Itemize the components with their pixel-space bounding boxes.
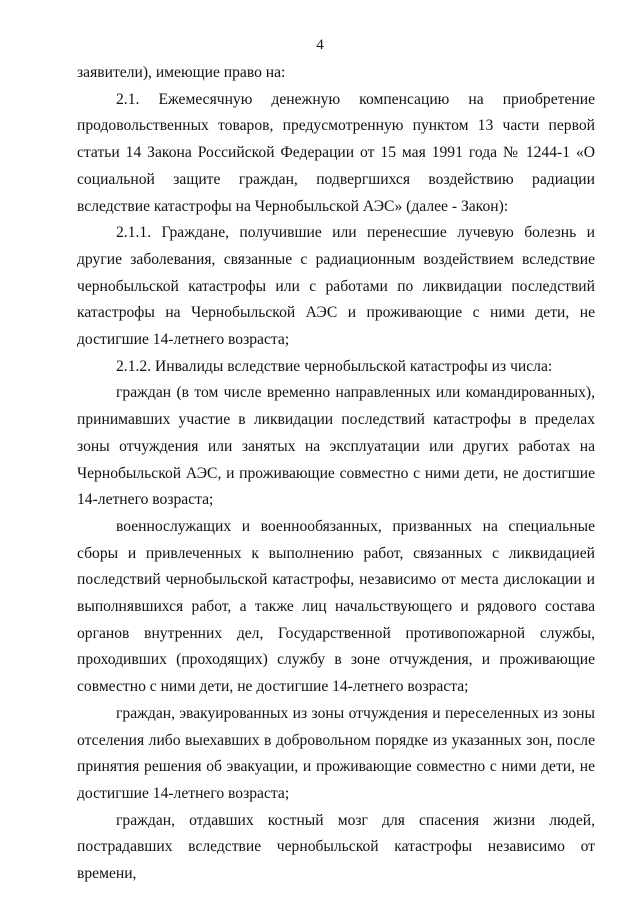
paragraph-bone-marrow-donors: граждан, отдавших костный мозг для спасения жизни людей, пострадавших вследствие чернобыльской катастрофы независимо от времени, bbox=[77, 811, 595, 883]
paragraph-2-1-food-compensation: 2.1. Ежемесячную денежную компенсацию на приобретение продовольственных товаров, предусмотренную пунктом 13 части первой статьи 14 Закона Российской Федерации от 15 мая 1991 года № 1244-1 «О социальной защите граждан, подвергшихся воздействию радиации вследствие катастрофы на Чернобыльской АЭС» (далее - Закон): bbox=[77, 90, 595, 215]
paragraph-2-1-1-radiation-sickness: 2.1.1. Граждане, получившие или перенесшие лучевую болезнь и другие заболевания, связанные с радиационным воздействием вследствие чернобыльской катастрофы или с работами по ликвидации последствий катастрофы на Чернобыльской АЭС и проживающие с ними дети, не достигшие 14-летнего возраста; bbox=[77, 224, 595, 349]
paragraph-military-personnel: военнослужащих и военнообязанных, призванных на специальные сборы и привлеченных к выполнению работ, связанных с ликвидацией последствий чернобыльской катастрофы, независимо от места дислокации и выполнявшихся работ, а также лиц начальствующего и рядового состава органов внутренних дел, Государственной противопожарной службы, проходивших (проходящих) службу в зоне отчуждения, и проживающие совместно с ними дети, не достигшие 14-летнего возраста; bbox=[77, 517, 595, 696]
paragraph-liquidation-participants: граждан (в том числе временно направленных или командированных), принимавших участие в ликвидации последствий катастрофы в пределах зоны отчуждения или занятых на эксплуатации или других работах на Чернобыльской АЭС, и проживающие совместно с ними дети, не достигшие 14-летнего возраста; bbox=[77, 384, 595, 509]
paragraph-applicants-intro: заявители), имеющие право на: bbox=[77, 64, 286, 81]
paragraph-evacuated-citizens: граждан, эвакуированных из зоны отчуждения и переселенных из зоны отселения либо выехавших в добровольном порядке из указанных зон, после принятия решения об эвакуации, и проживающие совместно с ними дети, не достигшие 14-летнего возраста; bbox=[77, 704, 595, 802]
page-number: 4 bbox=[316, 37, 324, 53]
paragraph-2-1-2-disabled: 2.1.2. Инвалиды вследствие чернобыльской катастрофы из числа: bbox=[116, 357, 553, 375]
document-body bbox=[77, 60, 595, 888]
